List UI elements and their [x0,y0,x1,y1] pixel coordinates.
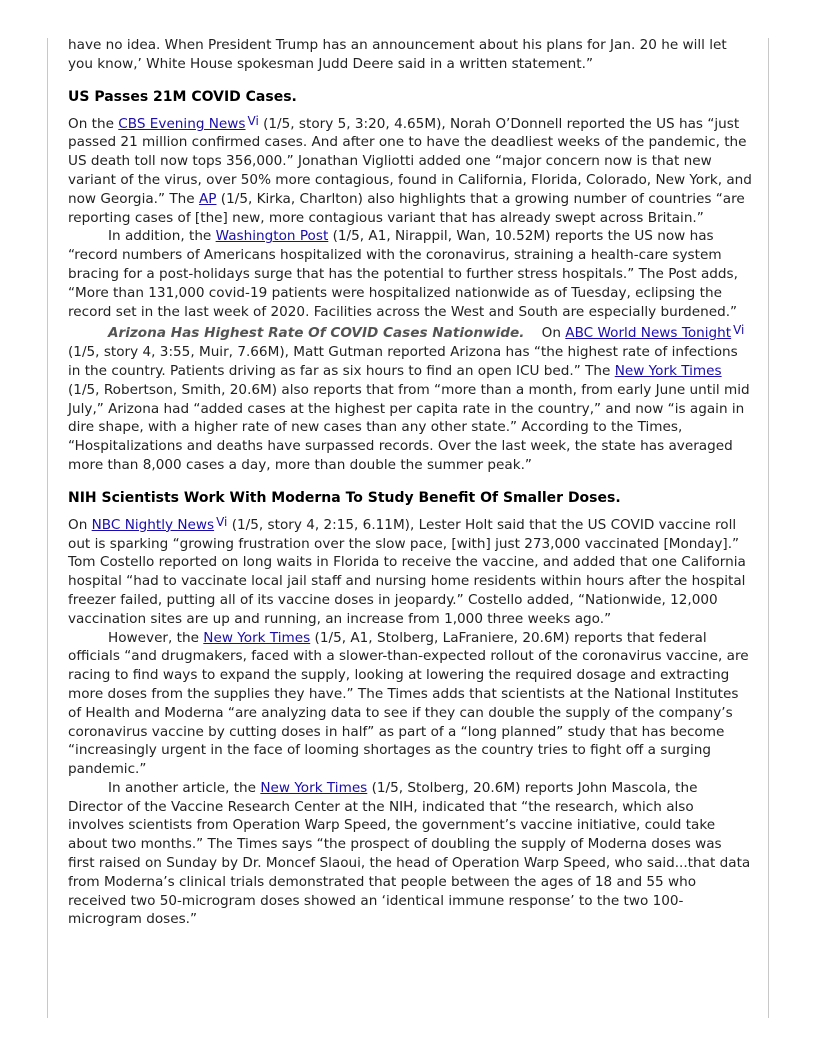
link-ap[interactable]: AP [198,190,217,207]
intro-paragraph: have no idea. When President Trump has an announcement about his plans for Jan. 20 he will let you know,’ White House spokesman Judd Deere said in a written statement.” [68,37,727,72]
video-link-nbc[interactable]: Vi [216,514,228,529]
paragraph-nyt-mascola: In another article, the New York Times (1/5, Stolberg, 20.6M) reports John Mascola, the Director of the Vaccine Research Center at the NIH, indicated that “the research, which also involves scientists from Operation Warp Speed, the government’s vaccine initiative, could take about two months.” The Times says “the prospect of doubling the supply of Moderna doses was first raised on Sunday by Dr. Moncef Slaoui, the head of Operation Warp Speed, who said...that data from Moderna’s clinical trials demonstrated that people between the ages of 18 and 55 who received two 50-microgram doses showed an ‘identical immune response’ to the two 100-microgram doses.” [68,779,751,928]
link-abc-world-news-tonight[interactable]: ABC World News Tonight [565,325,732,342]
link-nbc-nightly-news[interactable]: NBC Nightly News [91,516,215,533]
section-heading-covid-cases: US Passes 21M COVID Cases. [68,88,297,105]
paragraph-nbc: On NBC Nightly News Vi (1/5, story 4, 2:15, 6.11M), Lester Holt said that the US COVID vaccine roll out is sparking “growing frustration over the slow pace, [with] just 273,000 vaccinated [Monday].” Tom Costello reported on long waits in Florida to receive the vaccine, and added that one California hospital “had to vaccinate local jail staff and nursing home residents within hours after the hospital freezer failed, putting all of its vaccine doses in jeopardy.” Costello added, “Nationwide, 12,000 vaccination sites are up and running, an increase from 1,000 three weeks ago.” [68,514,746,627]
paragraph-washington-post: In addition, the Washington Post (1/5, A1, Nirappil, Wan, 10.52M) reports the US now has “record numbers of Americans hospitalized with the coronavirus, straining a health-care system bracing for a post-holidays surge that has the potential to further stress hospitals.” The Post adds, “More than 131,000 covid-19 patients were hospitalized nationwide as of Tuesday, eclipsing the record set in the last week of 2020. Facilities across the West and South are especially burdened.” [68,228,738,320]
link-new-york-times-doses[interactable]: New York Times [203,629,311,646]
left-margin-rule [47,38,48,1018]
subheading-arizona: Arizona Has Highest Rate Of COVID Cases Nationwide. [108,325,525,342]
section-heading-nih-moderna: NIH Scientists Work With Moderna To Study Benefit Of Smaller Doses. [68,489,621,506]
document-page [68,36,752,929]
link-new-york-times-mascola[interactable]: New York Times [260,779,368,796]
video-link-cbs[interactable]: Vi [247,113,259,128]
link-cbs-evening-news[interactable]: CBS Evening News [118,115,246,132]
right-margin-rule [768,38,769,1018]
paragraph-arizona: Arizona Has Highest Rate Of COVID Cases Nationwide. On ABC World News Tonight Vi (1/5, story 4, 3:55, Muir, 7.66M), Matt Gutman reported Arizona has “the highest rate of infections in the country. Patients driving as far as six hours to find an open ICU bed.” The New York Times (1/5, Robertson, Smith, 20.6M) also reports that from “more than a month, from early June until mid July,” Arizona had “added cases at the highest per capita rate in the country,” and now “is again in dire shape, with a higher rate of new cases than any other state.” According to the Times, “Hospitalizations and deaths have surpassed records. Over the last week, the state has averaged more than 8,000 cases a day, more than double the summer peak.” [68,323,750,473]
paragraph-cbs: On the CBS Evening News Vi (1/5, story 5, 3:20, 4.65M), Norah O’Donnell reported the US has “just passed 21 million confirmed cases. And after one to have the deadliest weeks of the pandemic, the US death toll now tops 356,000.” Jonathan Vigliotti added one “major concern now is that new variant of the virus, over 50% more contagious, found in California, Florida, Colorado, New York, and now Georgia.” The AP (1/5, Kirka, Charlton) also highlights that a growing number of countries “are reporting cases of [the] new, more contagious variant that has already swept across Britain.” [68,113,752,226]
link-washington-post[interactable]: Washington Post [215,228,329,245]
video-link-abc[interactable]: Vi [733,323,745,338]
paragraph-nyt-federal-officials: However, the New York Times (1/5, A1, Stolberg, LaFraniere, 20.6M) reports that federal officials “and drugmakers, faced with a slower-than-expected rollout of the coronavirus vaccine, are racing to find ways to expand the supply, looking at lowering the required dosage and extracting more doses from the supplies they have.” The Times adds that scientists at the National Institutes of Health and Moderna “are analyzing data to see if they can double the supply of the company’s coronavirus vaccine by cutting doses in half” as part of a “long planned” study that has become “increasingly urgent in the face of looming shortages as the country tries to fight off a surging pandemic.” [68,629,749,778]
link-new-york-times-arizona[interactable]: New York Times [614,362,722,379]
